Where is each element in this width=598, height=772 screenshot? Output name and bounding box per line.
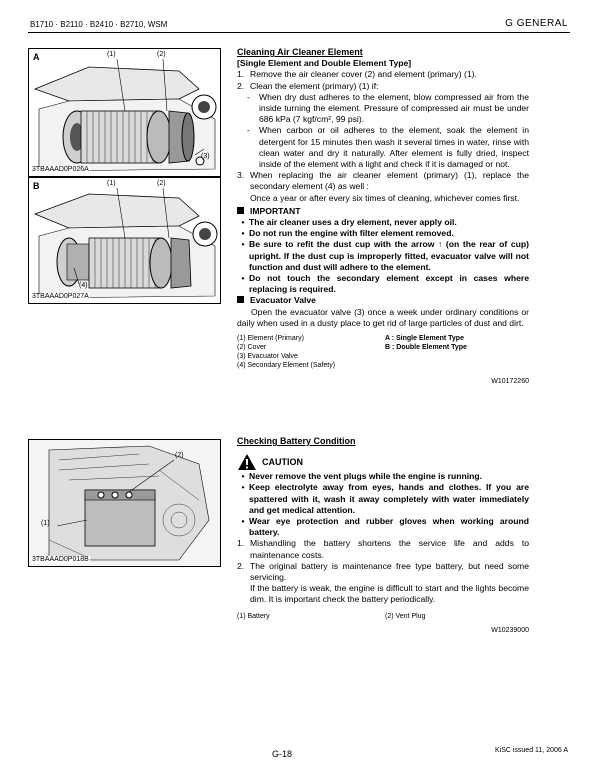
step-number: 1.: [237, 69, 245, 80]
warning-triangle-icon: [237, 453, 257, 471]
figure-code: 3TBAAAD0P027A: [32, 293, 89, 300]
legend-item: A : Single Element Type: [385, 335, 464, 343]
evacuator-text: Open the evacuator valve (3) once a week under ordinary conditions or daily when used in a dusty place to get rid of large particles of dust and dirt.: [237, 306, 529, 328]
callout-1: (1): [41, 520, 50, 527]
step-1: Remove the air cleaner cover (2) and element (primary) (1).: [250, 69, 477, 80]
header-manual-title: B1710 · B2110 · B2410 · B2710, WSM: [30, 20, 168, 29]
important-heading: IMPORTANT: [250, 205, 301, 216]
evacuator-heading: Evacuator Valve: [250, 295, 316, 306]
legend-item: (2) Cover: [237, 344, 267, 352]
issue-info: KiSC issued 11, 2006 A: [494, 747, 568, 754]
callout-2: (2): [157, 180, 166, 187]
air-cleaner-single-illustration: [29, 49, 220, 176]
step-3-note: Once a year or after every six times of cleaning, whichever comes first.: [250, 192, 520, 203]
document-code: W10239000: [491, 626, 529, 634]
header-rule: [28, 32, 570, 33]
section-title: Cleaning Air Cleaner Element: [237, 47, 363, 57]
legend-item: (4) Secondary Element (Safety): [237, 362, 336, 370]
figure-battery: [28, 439, 221, 567]
legend-item: (2) Vent Plug: [385, 612, 426, 620]
battery-illustration: [29, 440, 220, 566]
caution-bullet-2: Keep electrolyte away from eyes, hands and clothes. If you are spattered with it, wash it away completely with water immediately and get medical attention.: [249, 482, 529, 515]
step-3: When replacing the air cleaner element (primary) (1), replace the secondary element (4) as well :: [250, 170, 529, 192]
battery-section: Checking Battery Condition CAUTION • Never remove the vent plugs while the engine is running. • Keep electrolyte away from eyes, hands and clothes. If you are spattered with it, wash it away completely with water immediately and get medical attention. • Wear eye protection and rubber gloves when working around battery. 1. Mishandling the battery shortens the service life and adds to maintenance costs. 2. The original battery is maintenance free type battery, but need some servicing. If the battery is weak, the engine is difficult to start and the lights become dim. It is important check the battery periodically. (1) Battery (2) Vent Plug W10239000: [237, 436, 529, 636]
caution-heading: CAUTION: [262, 456, 303, 467]
caution-bullet-3: Wear eye protection and rubber gloves when working around battery.: [249, 516, 529, 538]
bullet-square: [237, 207, 244, 214]
figure-corner-label: B: [33, 181, 40, 191]
page-number: G-18: [272, 749, 293, 759]
important-bullet-4: Do not touch the secondary element except in cases where replacing is required.: [249, 273, 529, 295]
figure-legend: [237, 334, 529, 370]
caution-bullet-1: Never remove the vent plugs while the engine is running.: [249, 471, 483, 482]
callout-1: (1): [107, 180, 116, 187]
header-section: G GENERAL: [505, 18, 568, 29]
step-number: 2.: [237, 560, 245, 571]
step-1: Mishandling the battery shortens the service life and adds to maintenance costs.: [250, 538, 529, 560]
step-2-dash-2: When carbon or oil adheres to the element, soak the element in detergent for 15 minutes then wash it several times in water, rinse with clean water and dry it naturally. After element is fully dried, inspect inside of the element with a light and check if it is damaged or not.: [259, 125, 529, 170]
important-bullet-1: The air cleaner uses a dry element, never apply oil.: [249, 217, 457, 228]
figure-corner-label: A: [33, 52, 40, 62]
important-bullet-2: Do not run the engine with filter element removed.: [249, 228, 454, 239]
callout-3: (3): [201, 153, 210, 160]
callout-1: (1): [107, 51, 116, 58]
figure-legend: [237, 612, 529, 621]
step-2: The original battery is maintenance free type battery, but need some servicing.: [250, 560, 529, 583]
figure-code: 3TBAAAD0P018B: [32, 556, 89, 563]
figure-double-element: [28, 177, 221, 304]
step-2-note: If the battery is weak, the engine is difficult to start and the lights become dim. It is important check the battery periodically.: [250, 583, 529, 605]
step-number: 3.: [237, 170, 245, 181]
step-2-dash-1: When dry dust adheres to the element, blow compressed air from the inside turning the element. Pressure of compressed air must be under 686 kPa (7 kgf/cm², 99 psi).: [259, 91, 529, 125]
section-title: Checking Battery Condition: [237, 436, 356, 446]
callout-2: (2): [157, 51, 166, 58]
legend-item: B : Double Element Type: [385, 344, 467, 352]
important-bullet-3: Be sure to refit the dust cup with the arrow ↑ (on the rear of cup) upright. If the dust cup is improperly fitted, evacuator valve will not function and dust will adhere to the element.: [249, 239, 529, 272]
callout-4: (4): [79, 282, 88, 289]
document-code: W10172260: [491, 378, 529, 386]
callout-2: (2): [175, 452, 184, 459]
figure-single-element: [28, 48, 221, 177]
step-number: 2.: [237, 80, 245, 91]
section-subtitle: [Single Element and Double Element Type]: [237, 58, 412, 69]
air-cleaner-section: Cleaning Air Cleaner Element [Single Element and Double Element Type] 1. Remove the air cleaner cover (2) and element (primary) (1). 2. Clean the element (primary) (1) if: - When dry dust adheres to the element, blow compressed air from the inside turning the element. Pressure of compressed air must be under 686 kPa (7 kgf/cm², 99 psi). - When carbon or oil adheres to the element, soak the element in detergent for 15 minutes then wash it several times in water, rinse with clean water and dry it naturally. After element is fully dried, inspect inside of the element with a light and check if it is damaged or not. 3. When replacing the air cleaner element (primary) (1), replace the secondary element (4) as well : Once a year or after every six times of cleaning, whichever comes first. IMPORTANT • The air cleaner uses a dry element, never apply oil. • Do not run the engine with filter element removed. • Be sure to refit the dust cup with the arrow ↑ (on the rear of cup) upright. If the dust cup is improperly fitted, evacuator valve will not function and dust will adhere to the element. • Do not touch the secondary element except in cases where replacing is required. Evacuator Valve Open the evacuator valve (3) once a week under ordinary conditions or daily when used in a dusty place to get rid of large particles of dust and dirt. (1) Element (Primary) (2) Cover (3) Evacuator Valve (4) Secondary Element (Safety) A : Single Element Type B : Double Element Type W10172260: [237, 47, 529, 387]
air-cleaner-double-illustration: [29, 178, 220, 303]
legend-item: (1) Element (Primary): [237, 335, 304, 343]
figure-code: 3TBAAAD0P026A: [32, 166, 89, 173]
legend-item: (1) Battery: [237, 612, 270, 620]
bullet-square: [237, 296, 244, 303]
step-2: Clean the element (primary) (1) if:: [250, 80, 379, 91]
legend-item: (3) Evacuator Valve: [237, 353, 298, 361]
step-number: 1.: [237, 538, 245, 549]
